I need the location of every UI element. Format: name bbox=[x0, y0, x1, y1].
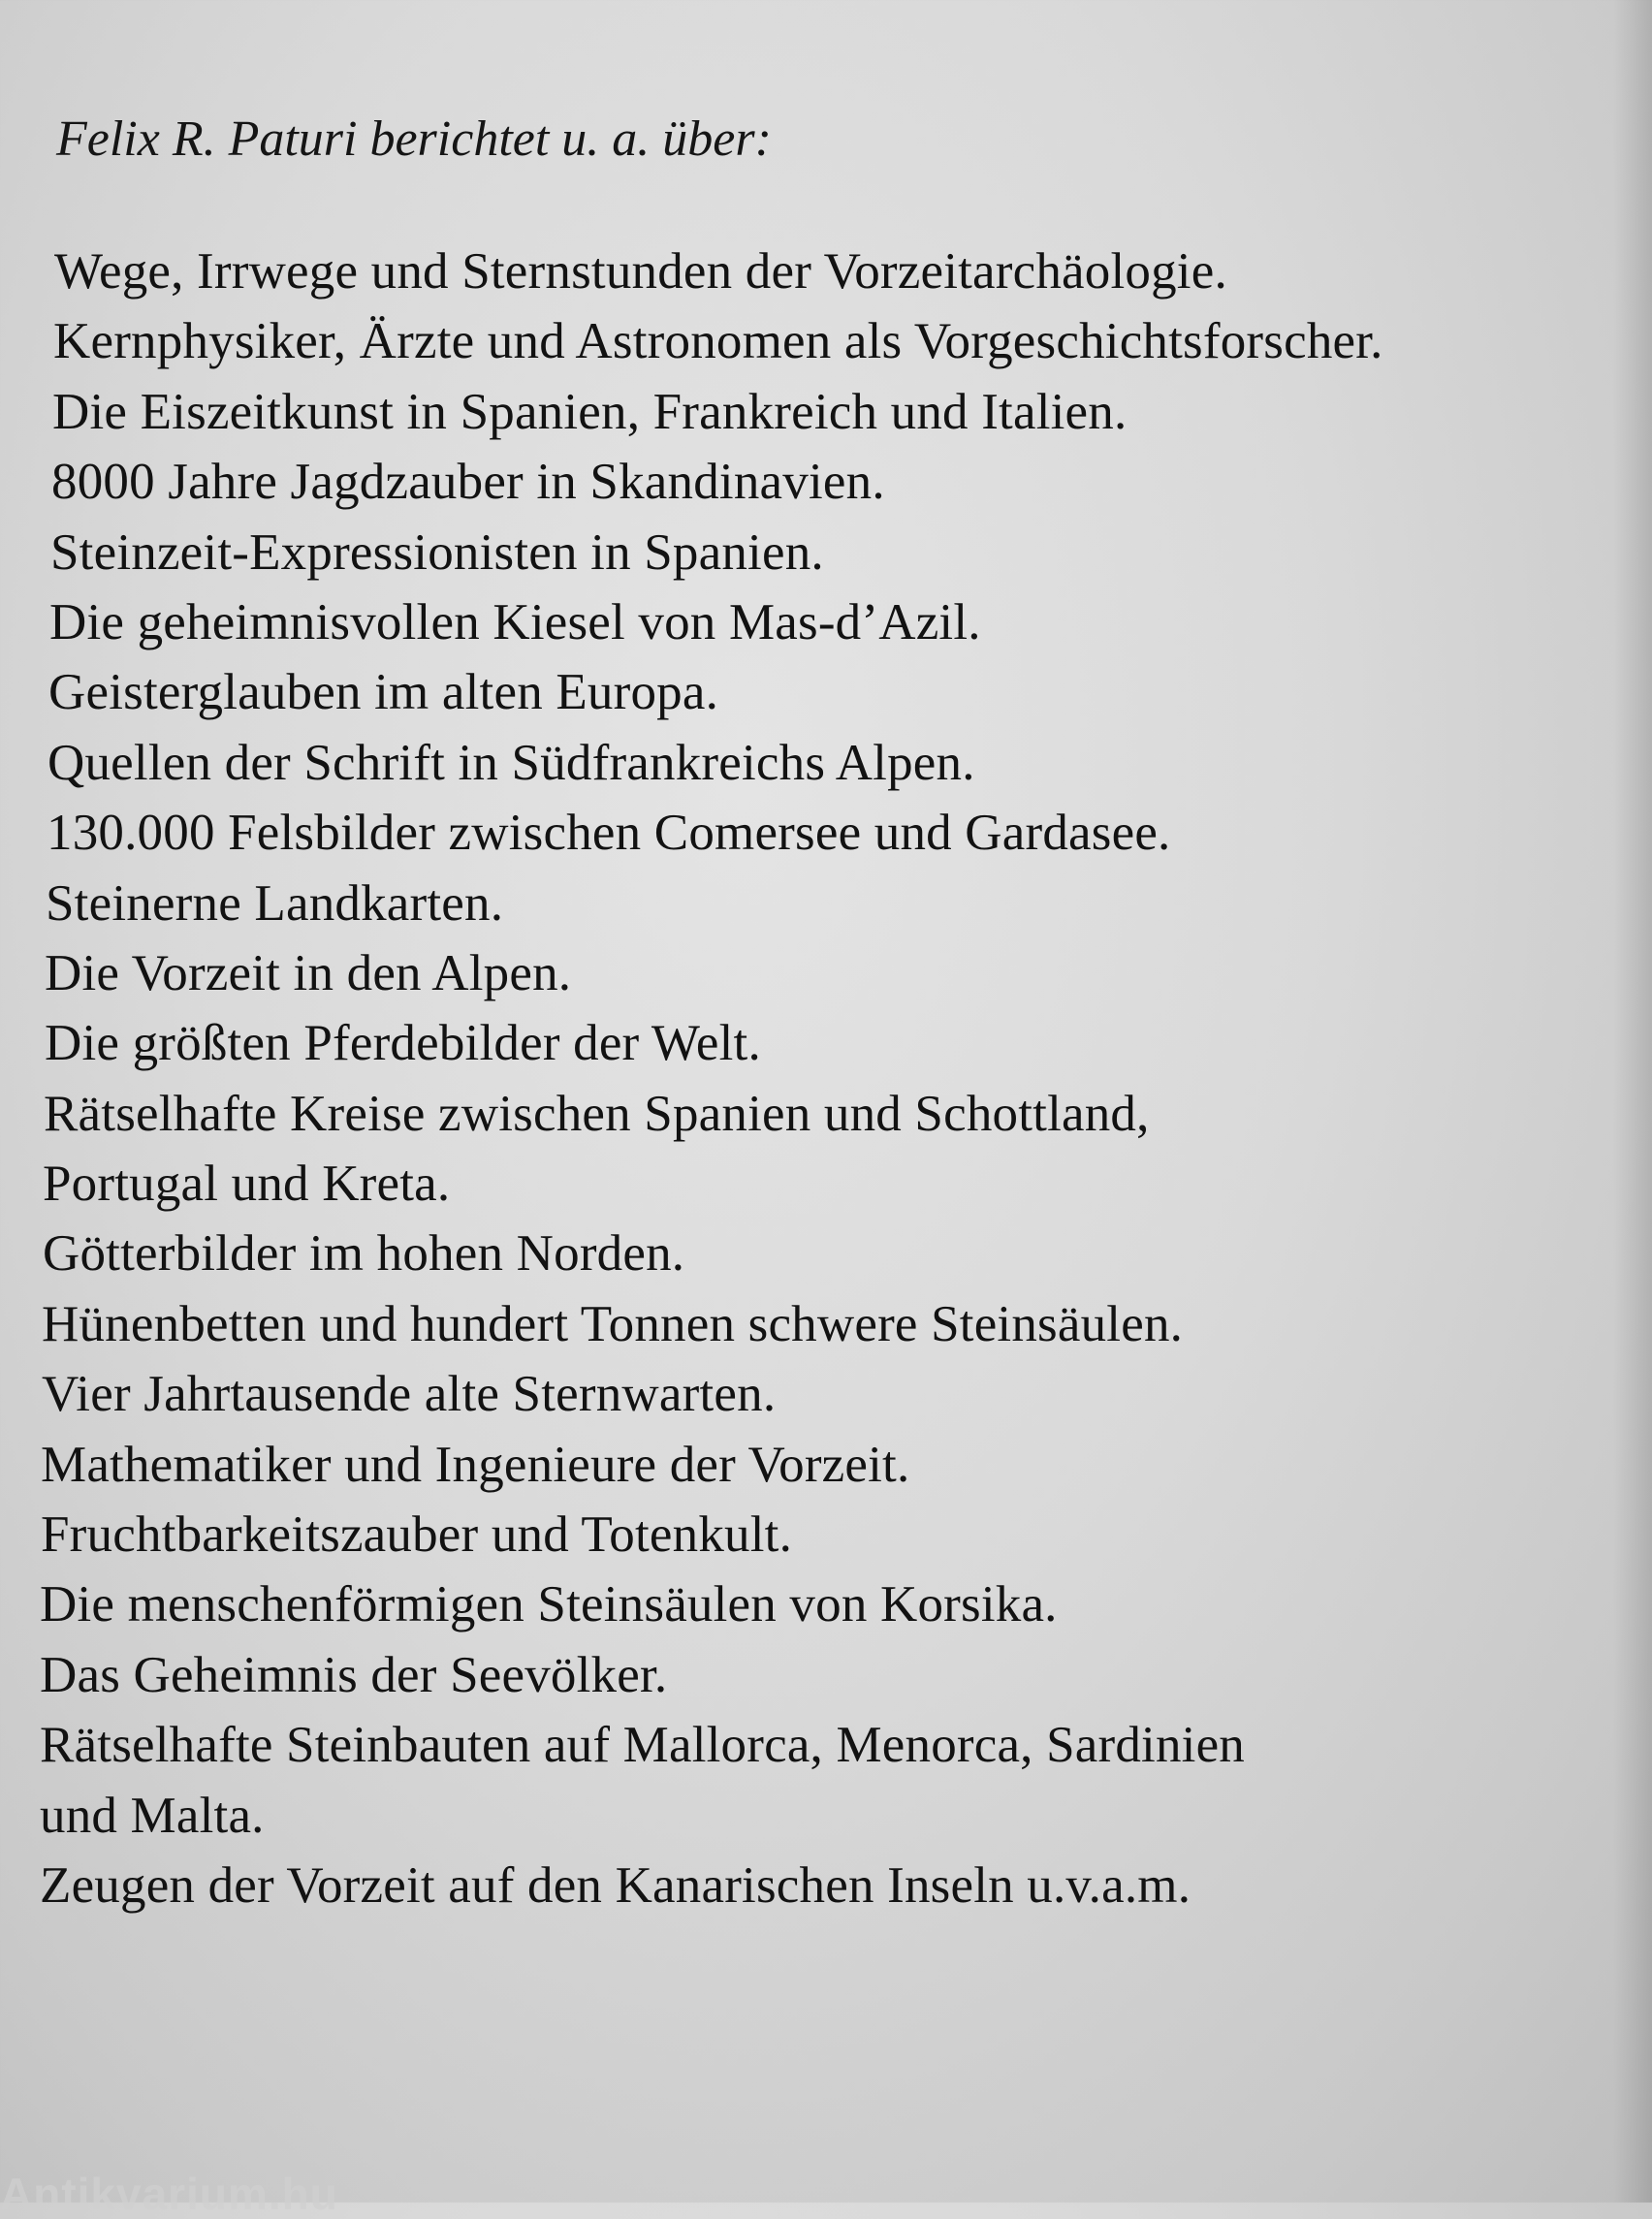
topic-line: Hünenbetten und hundert Tonnen schwere Steinsäulen. bbox=[42, 1295, 1184, 1352]
watermark-text: Antikvarium.hu bbox=[0, 2169, 338, 2219]
topic-line: Vier Jahrtausende alte Sternwarten. bbox=[42, 1366, 777, 1423]
topic-line: Fruchtbarkeitszauber und Totenkult. bbox=[41, 1506, 793, 1564]
topic-line: Rätselhafte Kreise zwischen Spanien und Schottland, bbox=[44, 1085, 1150, 1142]
page-edge-shadow bbox=[1613, 0, 1652, 2203]
topic-line: Zeugen der Vorzeit auf den Kanarischen Inseln u.v.a.m. bbox=[40, 1856, 1191, 1914]
topic-line: Geisterglauben im alten Europa. bbox=[48, 664, 719, 721]
topic-line: Mathematiker und Ingenieure der Vorzeit. bbox=[41, 1436, 910, 1493]
topic-line: und Malta. bbox=[40, 1787, 265, 1844]
topic-list bbox=[0, 237, 1383, 1920]
topic-line: Steinerne Landkarten. bbox=[46, 874, 504, 932]
topic-line: Die Eiszeitkunst in Spanien, Frankreich und Italien. bbox=[52, 383, 1128, 440]
topic-line: Portugal und Kreta. bbox=[43, 1156, 451, 1213]
topic-line: Die Vorzeit in den Alpen. bbox=[45, 944, 572, 1001]
topic-line: Die geheimnisvollen Kiesel von Mas-d’Azil. bbox=[49, 593, 981, 650]
topic-line: 8000 Jahre Jagdzauber in Skandinavien. bbox=[51, 454, 885, 511]
topic-line: Rätselhafte Steinbauten auf Mallorca, Menorca, Sardinien bbox=[40, 1717, 1246, 1774]
topic-line: 130.000 Felsbilder zwischen Comersee und Gardasee. bbox=[47, 805, 1171, 862]
topic-line: Die größten Pferdebilder der Welt. bbox=[45, 1015, 761, 1072]
topic-line: Das Geheimnis der Seevölker. bbox=[40, 1646, 668, 1703]
topic-line: Wege, Irrwege und Sternstunden der Vorzeitarchäologie. bbox=[54, 243, 1227, 300]
topic-line: Quellen der Schrift in Südfrankreichs Alpen. bbox=[48, 734, 975, 791]
topic-line: Götterbilder im hohen Norden. bbox=[43, 1225, 685, 1283]
topic-line: Kernphysiker, Ärzte und Astronomen als Vorgeschichtsforscher. bbox=[53, 313, 1383, 370]
topic-line: Steinzeit-Expressionisten in Spanien. bbox=[50, 523, 824, 581]
page-heading: Felix R. Paturi berichtet u. a. über: bbox=[56, 111, 772, 167]
topic-line: Die menschenförmigen Steinsäulen von Korsika. bbox=[40, 1576, 1058, 1633]
